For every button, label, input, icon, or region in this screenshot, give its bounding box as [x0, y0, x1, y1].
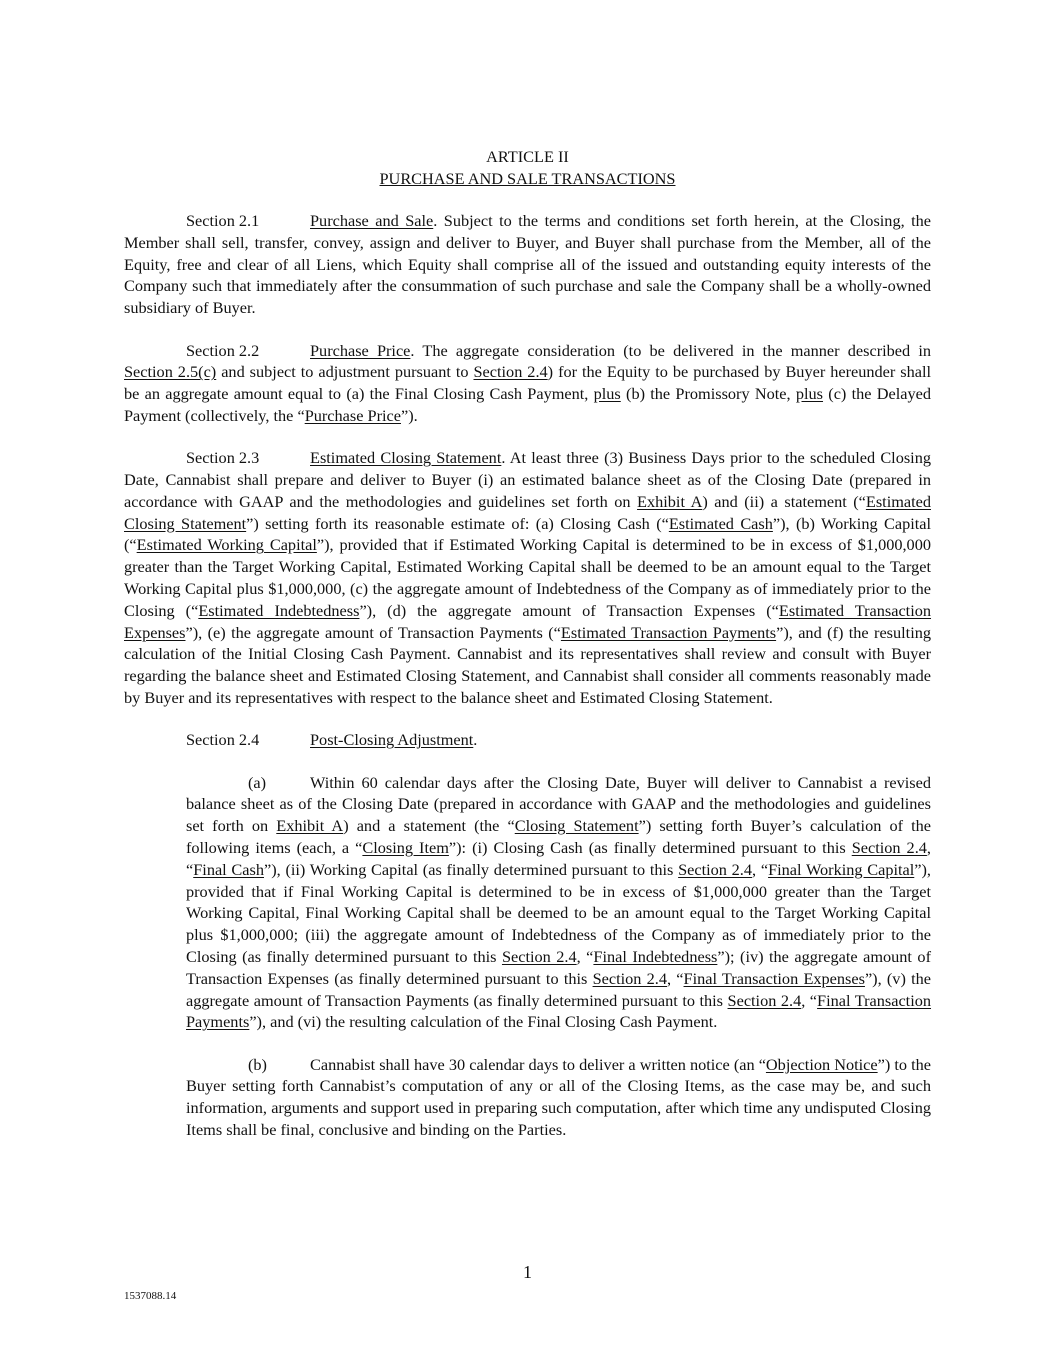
section-text: ”) to the Buyer setting forth Cannabist’s computation of any or all of the Closing Items, as the case may be, and such information, arguments and support used in preparing such computation, after which time any undisputed Closing Items shall be final, conclusive and binding on the Parties. [186, 1054, 932, 1140]
section-text: ) and (ii) a statement (“ [702, 491, 866, 511]
section-text: ”) setting forth its reasonable estimate of: (a) Closing Cash (“ [246, 513, 669, 533]
defined-term: Closing Item [362, 838, 449, 858]
section-2-1 [124, 210, 931, 319]
section-text: . Subject to the terms and conditions set forth herein, at the Closing, the Member shall sell, transfer, convey, assign and deliver to Buyer, and Buyer shall purchase from the Member, all of the Equity, free and clear of all Liens, which Equity shall comprise all of the issued and outstanding equity interests of the Company such that immediately after the consummation of such purchase and sale the Company shall be a wholly-owned subsidiary of Buyer. [124, 211, 932, 318]
section-text: Within 60 calendar days after the Closing Date, Buyer will deliver to Cannabist a revised balance sheet as of the Closing Date (prepared in accordance with GAAP and the methodologies and guidelines set forth on [186, 772, 931, 836]
section-text: . The aggregate consideration (to be delivered in the manner described in [410, 340, 931, 360]
defined-term: Final Working Capital [768, 859, 915, 879]
defined-term: Final Indebtedness [593, 947, 718, 966]
section-heading: Purchase and Sale [310, 211, 434, 231]
section-text: , “ [667, 968, 684, 988]
cross-reference: Section 2.5(c) [124, 362, 217, 382]
section-text: . [473, 730, 478, 750]
section-label: Section 2.1 [186, 211, 260, 231]
defined-term: Objection Notice [765, 1054, 878, 1074]
section-2-2 [124, 340, 931, 427]
cross-reference: Section 2.4 [501, 947, 577, 966]
cross-reference: Section 2.4 [592, 968, 667, 988]
article-title: PURCHASE AND SALE TRANSACTIONS [379, 168, 676, 188]
defined-term: Final Transaction Payments [186, 990, 932, 1032]
cross-reference: Section 2.4 [678, 859, 753, 879]
defined-term: Estimated Indebtedness [198, 600, 360, 620]
section-text: ) and a statement (the “ [343, 816, 515, 836]
article-heading [124, 146, 931, 190]
section-text: and subject to adjustment pursuant to [216, 362, 474, 382]
defined-term: Estimated Transaction Payments [560, 622, 777, 642]
section-text: , “ [576, 947, 594, 966]
defined-term: Final Transaction Expenses [683, 968, 865, 988]
section-text: ”), (d) the aggregate amount of Transaction Expenses (“ [359, 600, 779, 620]
section-text: ”). [400, 405, 418, 425]
section-text: ”), and (f) the resulting calculation of the Initial Closing Cash Payment. Cannabist and its representatives shall review and consult with Buyer regarding the balance sheet and Estimated Closing Statement, and Cannabist shall consider all comments reasonably made by Buyer and its representatives with respect to the balance sheet and Estimated Closing Statement. [124, 622, 932, 708]
emphasis-term: plus [593, 384, 621, 404]
document-page [124, 146, 931, 1141]
defined-term: Estimated Cash [668, 513, 773, 533]
page-number: 1 [523, 1262, 532, 1282]
cross-reference: Exhibit A [637, 491, 703, 511]
section-2-4 [124, 729, 931, 751]
section-text: ”), (e) the aggregate amount of Transaction Payments (“ [185, 622, 561, 642]
cross-reference: Section 2.4 [727, 990, 802, 1010]
section-text: ”): (i) Closing Cash (as finally determined pursuant to this [448, 838, 852, 858]
section-text: , “ [801, 990, 818, 1010]
section-2-4-b [186, 1054, 931, 1141]
subsection-label: (b) [248, 1054, 267, 1074]
section-text: ”); (iv) the aggregate amount of Transaction Expenses (as finally determined pursuant to this [186, 947, 931, 988]
section-text: ”), (b) Working Capital (“ [124, 513, 932, 555]
defined-term: Estimated Working Capital [136, 535, 317, 555]
section-text: Cannabist shall have 30 calendar days to deliver a written notice (an “ [310, 1054, 766, 1074]
section-text: . At least three (3) Business Days prior to the scheduled Closing Date, Cannabist shall prepare and deliver to Buyer (i) an estimated balance sheet as of the Closing Date (prepared in accordance with GAAP and the methodologies and guidelines set forth on [124, 448, 931, 511]
section-text: (b) the Promissory Note, [620, 384, 796, 404]
defined-term: Final Cash [193, 859, 264, 879]
section-heading: Estimated Closing Statement [310, 448, 502, 468]
section-text: , “ [186, 838, 931, 879]
defined-term: Closing Statement [514, 816, 639, 836]
section-label: Section 2.3 [186, 448, 260, 468]
defined-term: Estimated Transaction Expenses [124, 600, 932, 642]
section-text: , “ [752, 859, 769, 879]
defined-term: Estimated Closing Statement [124, 491, 931, 533]
section-2-3 [124, 447, 931, 709]
cross-reference: Exhibit A [276, 816, 344, 836]
section-text: ) for the Equity to be purchased by Buyer hereunder shall be an aggregate amount equal to (a) the Final Closing Cash Payment, [124, 362, 932, 404]
defined-term: Purchase Price [304, 405, 401, 425]
section-heading: Purchase Price [310, 340, 411, 360]
section-text: (c) the Delayed Payment (collectively, the “ [124, 384, 932, 425]
section-label: Section 2.2 [186, 340, 260, 360]
section-label: Section 2.4 [186, 730, 260, 750]
subsection-label: (a) [248, 772, 267, 792]
cross-reference: Section 2.4 [473, 362, 548, 382]
section-text: ”), (v) the aggregate amount of Transaction Payments (as finally determined pursuant to this [186, 968, 931, 1010]
document-id: 1537088.14 [124, 1290, 177, 1302]
article-number: ARTICLE II [486, 147, 569, 166]
section-2-4-a [186, 772, 931, 1034]
emphasis-term: plus [795, 384, 824, 404]
cross-reference: Section 2.4 [851, 838, 927, 858]
section-text: ”), (ii) Working Capital (as finally determined pursuant to this [264, 859, 679, 879]
section-text: ”) setting forth Buyer’s calculation of the following items (each, a “ [186, 816, 931, 858]
section-heading: Post-Closing Adjustment [310, 730, 474, 750]
section-text: ”), and (vi) the resulting calculation of the Final Closing Cash Payment. [249, 1012, 718, 1032]
section-text: ”), provided that if Estimated Working Capital is determined to be in excess of $1,000,000 greater than the Target Working Capital, Estimated Working Capital shall be deemed to be an amount equal to the Target Working Capital plus $1,000,000, (c) the aggregate amount of Indebtedness of the Company as of immediately prior to the Closing (“ [124, 535, 931, 620]
section-text: ”), provided that if Final Working Capital is determined to be in excess of $1,000,000 greater than the Target Working Capital, Final Working Capital shall be deemed to be an amount equal to the Target Working Capital plus $1,000,000; (iii) the aggregate amount of Indebtedness of the Company as of immediately prior to the Closing (as finally determined pursuant to this [186, 859, 931, 966]
